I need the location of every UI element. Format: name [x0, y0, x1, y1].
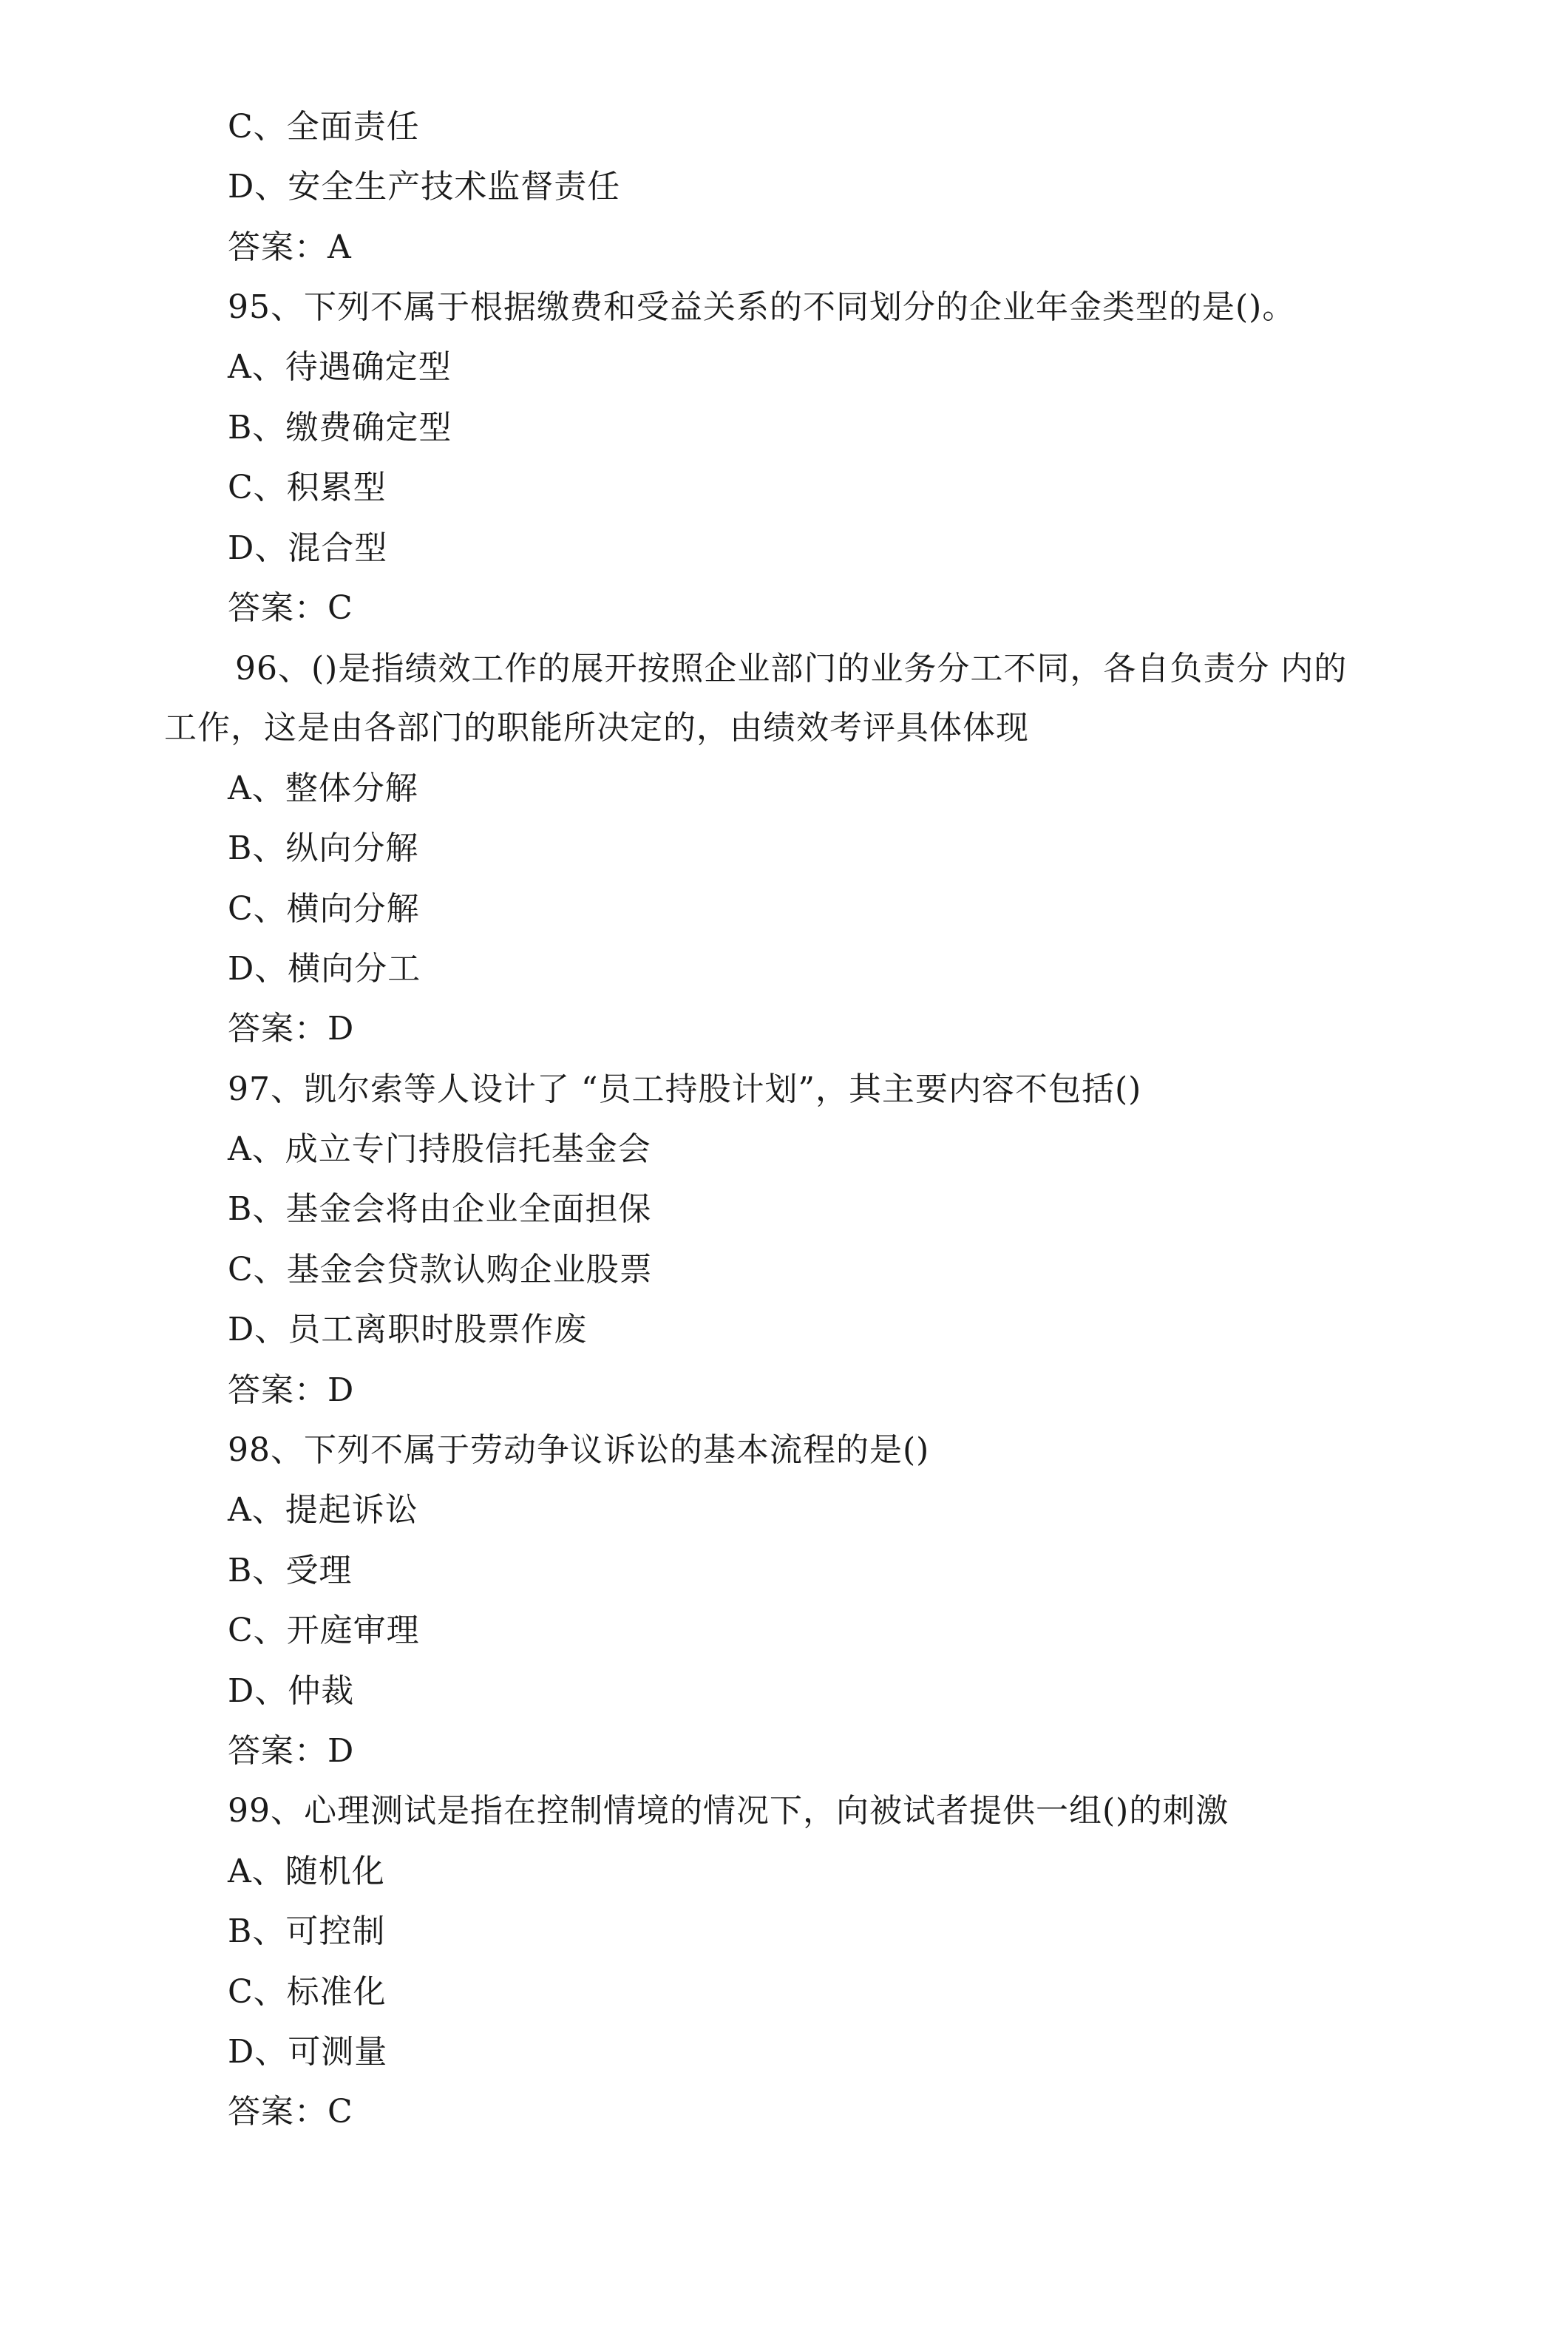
option-line: D、员工离职时股票作废	[228, 1311, 588, 1348]
option-line: A、待遇确定型	[228, 348, 452, 386]
option-line: D、仲裁	[228, 1672, 355, 1710]
answer-line: 答案：C	[228, 589, 353, 627]
option-line: C、横向分解	[228, 890, 420, 928]
option-line: D、安全生产技术监督责任	[228, 168, 621, 206]
question-line: 99、心理测试是指在控制情境的情况下，向被试者提供一组()的刺激	[228, 1792, 1229, 1830]
option-line: D、横向分工	[228, 950, 421, 988]
option-line: C、积累型	[228, 469, 387, 506]
option-line: B、纵向分解	[228, 829, 419, 867]
option-line: B、受理	[228, 1552, 353, 1589]
option-line: A、随机化	[228, 1853, 385, 1890]
question-line: 97、凯尔索等人设计了 “员工持股计划”，其主要内容不包括()	[228, 1070, 1142, 1108]
answer-line: 答案：D	[228, 1732, 355, 1770]
option-line: B、可控制	[228, 1912, 386, 1950]
option-line: C、全面责任	[228, 108, 420, 146]
question-line: 95、下列不属于根据缴费和受益关系的不同划分的企业年金类型的是()。	[228, 288, 1296, 326]
answer-line: 答案：D	[228, 1371, 355, 1409]
option-line: D、可测量	[228, 2033, 388, 2071]
question-line-continued: 工作，这是由各部门的职能所决定的，由绩效考评具体体现	[164, 709, 1029, 747]
option-line: C、开庭审理	[228, 1612, 420, 1649]
option-line: A、整体分解	[228, 770, 418, 807]
option-line: A、提起诉讼	[228, 1491, 418, 1529]
answer-line: 答案：A	[228, 228, 352, 266]
answer-line: 答案：D	[228, 1010, 355, 1048]
option-line: B、基金会将由企业全面担保	[228, 1190, 652, 1228]
option-line: C、标准化	[228, 1973, 387, 2011]
question-line: 96、()是指绩效工作的展开按照企业部门的业务分工不同，各自负责分 内的	[235, 650, 1348, 688]
option-line: D、混合型	[228, 529, 388, 567]
option-line: B、缴费确定型	[228, 409, 452, 447]
option-line: A、成立专门持股信托基金会	[228, 1130, 651, 1168]
question-line: 98、下列不属于劳动争议诉讼的基本流程的是()	[228, 1431, 930, 1469]
option-line: C、基金会贷款认购企业股票	[228, 1251, 653, 1289]
answer-line: 答案：C	[228, 2093, 353, 2131]
